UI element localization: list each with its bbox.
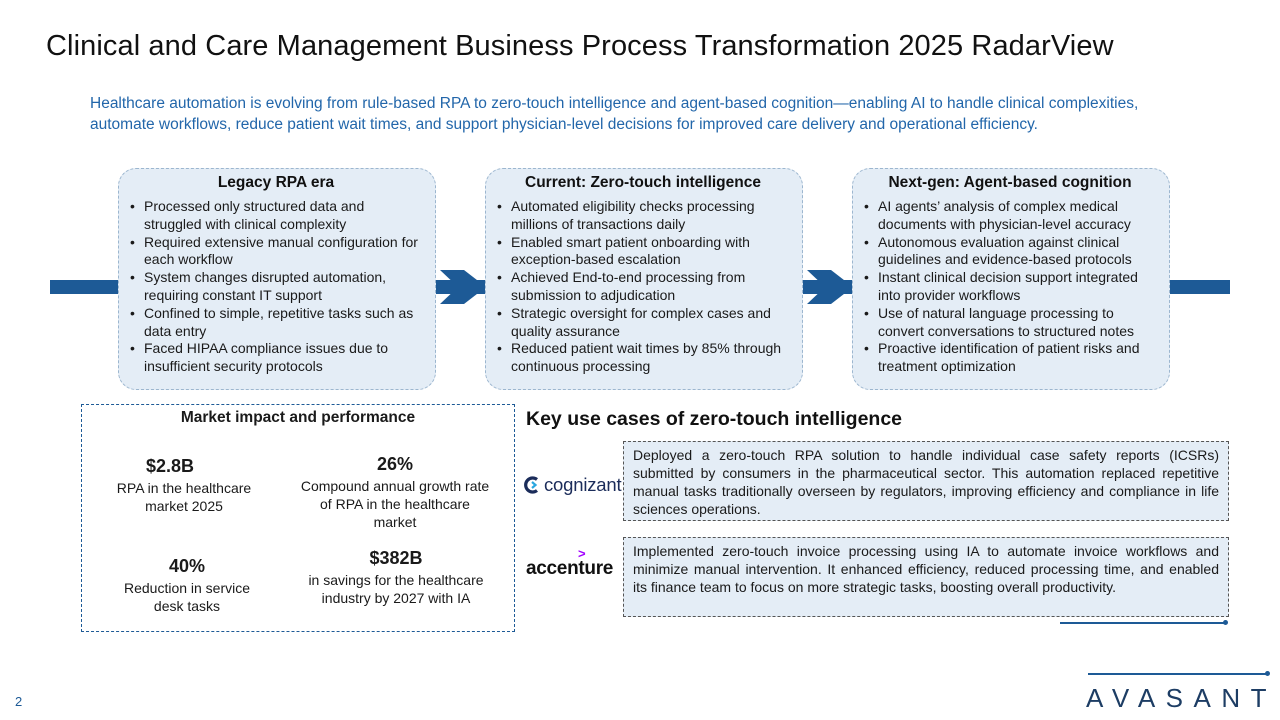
era-bullet bbox=[863, 340, 1157, 376]
stat-value: 40% bbox=[168, 556, 206, 576]
era-bullet bbox=[496, 269, 790, 305]
stat-label: RPA in the healthcare market 2025 bbox=[116, 480, 252, 514]
cognizant-mark-icon bbox=[523, 476, 541, 494]
era-card-legacy-rpa bbox=[118, 168, 436, 390]
brand-divider-dot bbox=[1265, 671, 1270, 676]
cognizant-logo bbox=[523, 471, 621, 499]
era-bullet bbox=[496, 305, 790, 341]
era-bullet-text: Achieved End-to-end processing from submission to adjudication bbox=[511, 269, 746, 303]
page-number: 2 bbox=[15, 694, 23, 709]
era-bullet bbox=[863, 234, 1157, 270]
era-bullet-text: Faced HIPAA compliance issues due to insufficient security protocols bbox=[144, 340, 389, 375]
stat-value: $2.8B bbox=[146, 456, 195, 476]
stat-label: Compound annual growth rate of RPA in the healthcare market bbox=[300, 478, 490, 530]
era-bullet-list bbox=[129, 198, 423, 376]
era-bullet-text: Confined to simple, repetitive tasks such as data entry bbox=[144, 304, 414, 339]
era-bullet bbox=[863, 305, 1157, 341]
stat-label: Reduction in service desk tasks bbox=[123, 580, 251, 614]
brand-divider bbox=[1088, 673, 1266, 675]
stat-cagr bbox=[300, 451, 490, 531]
era-bullet-text: Autonomous evaluation against clinical guidelines and evidence-based protocols bbox=[878, 233, 1132, 268]
stat-service-desk bbox=[112, 553, 262, 615]
slide-subtitle: Healthcare automation is evolving from rule-based RPA to zero-touch intelligence and agent-based cognition—enabling AI to handle clinical complexities, automate workflows, reduce patient wait times, and support physician-level decisions for improved care delivery and operational efficiency. bbox=[90, 95, 1139, 133]
era-card-agent-based bbox=[852, 168, 1170, 390]
era-bullet-text: Automated eligibility checks processing millions of transactions daily bbox=[511, 198, 755, 232]
era-bullet bbox=[496, 340, 790, 376]
stat-value: 26% bbox=[376, 454, 414, 474]
slide-title: Clinical and Care Management Business Process Transformation 2025 RadarView bbox=[46, 30, 1114, 62]
era-bullet-text: Reduced patient wait times by 85% through continuous processing bbox=[511, 340, 782, 375]
era-card-zero-touch bbox=[485, 168, 803, 390]
era-title: Next-gen: Agent-based cognition bbox=[888, 174, 1132, 191]
accenture-chevron-icon: > bbox=[578, 546, 586, 561]
use-cases-heading: Key use cases of zero-touch intelligence bbox=[526, 408, 903, 430]
era-bullet bbox=[129, 305, 423, 341]
era-bullet-text: Required extensive manual configuration for each workflow bbox=[144, 233, 418, 268]
era-bullet-text: Use of natural language processing to convert conversations to structured notes bbox=[878, 304, 1135, 339]
era-bullet bbox=[496, 234, 790, 270]
era-bullet bbox=[496, 198, 790, 234]
era-bullet bbox=[129, 234, 423, 270]
era-bullet-text: Instant clinical decision support integrated into provider workflows bbox=[878, 269, 1138, 303]
era-bullet-text: AI agents’ analysis of complex medical documents with physician-level accuracy bbox=[878, 198, 1131, 232]
era-bullet-text: Enabled smart patient onboarding with exception-based escalation bbox=[511, 233, 750, 268]
chevron-right-icon bbox=[438, 267, 488, 307]
avasant-logo: AVASANT bbox=[1086, 683, 1278, 713]
era-bullet bbox=[129, 269, 423, 305]
era-bullet-list bbox=[496, 198, 790, 376]
market-impact-panel bbox=[81, 404, 515, 632]
divider bbox=[1060, 622, 1224, 624]
era-bullet bbox=[129, 198, 423, 234]
era-bullet-text: Proactive identification of patient risks and treatment optimization bbox=[878, 340, 1140, 375]
cognizant-logo-text: cognizant bbox=[544, 474, 622, 495]
stat-label: in savings for the healthcare industry by 2027 with IA bbox=[308, 572, 484, 606]
era-title: Legacy RPA era bbox=[217, 174, 335, 191]
era-bullet bbox=[863, 198, 1157, 234]
use-case-text: Deployed a zero-touch RPA solution to handle individual case safety reports (ICSRs) submitted by consumers in the pharmaceutical sector. This automation replaced repetitive manual tasks traditionally overseen by regulators, improving efficiency and compliance in life sciences operations. bbox=[633, 447, 1219, 517]
market-title: Market impact and performance bbox=[180, 409, 416, 426]
era-bullet bbox=[129, 340, 423, 376]
stat-rpa-market bbox=[114, 453, 254, 515]
chevron-right-icon bbox=[805, 267, 855, 307]
use-case-card-accenture bbox=[623, 537, 1229, 617]
stat-savings bbox=[300, 545, 492, 607]
era-bullet-text: System changes disrupted automation, requiring constant IT support bbox=[144, 269, 387, 303]
divider-dot bbox=[1223, 620, 1228, 625]
stat-value: $382B bbox=[369, 548, 423, 568]
use-case-text: Implemented zero-touch invoice processing using IA to automate invoice workflows and minimize manual intervention. It enhanced efficiency, reduced processing time, and enabled its finance team to focus on more strategic tasks, boosting overall productivity. bbox=[633, 543, 1219, 595]
era-bullet bbox=[863, 269, 1157, 305]
use-case-card-cognizant bbox=[623, 441, 1229, 521]
accenture-logo-text: accenture bbox=[526, 558, 614, 579]
era-bullet-list bbox=[863, 198, 1157, 376]
era-bullet-text: Strategic oversight for complex cases and quality assurance bbox=[511, 304, 771, 339]
era-bullet-text: Processed only structured data and struggled with clinical complexity bbox=[144, 198, 365, 232]
era-title: Current: Zero-touch intelligence bbox=[525, 174, 761, 191]
